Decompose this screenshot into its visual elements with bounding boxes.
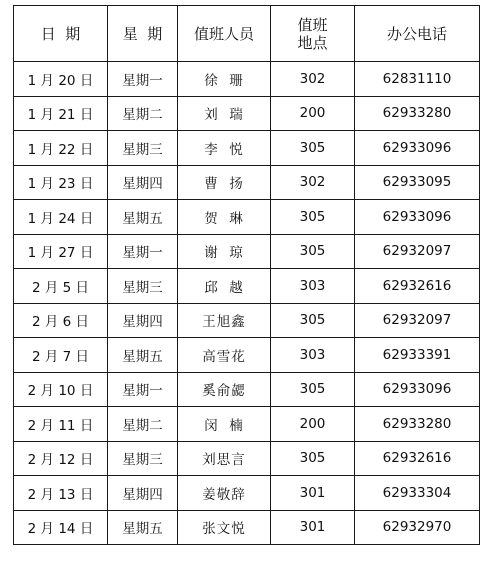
cell-date: 2 月 10 日 [14, 372, 108, 407]
table-row [14, 372, 480, 407]
table-row [14, 476, 480, 511]
cell-weekday: 星期四 [108, 303, 178, 338]
cell-place: 200 [271, 407, 355, 442]
cell-date: 2 月 11 日 [14, 407, 108, 442]
cell-weekday: 星期二 [108, 407, 178, 442]
cell-place: 301 [271, 510, 355, 545]
table-header-row [14, 6, 480, 62]
cell-phone: 62933304 [355, 476, 480, 511]
cell-person: 曹 扬 [178, 165, 271, 200]
cell-date: 1 月 23 日 [14, 165, 108, 200]
cell-place: 301 [271, 476, 355, 511]
table-row [14, 338, 480, 373]
cell-date: 1 月 24 日 [14, 200, 108, 235]
cell-person: 高雪花 [178, 338, 271, 373]
cell-date: 2 月 13 日 [14, 476, 108, 511]
cell-date: 2 月 12 日 [14, 441, 108, 476]
table-row [14, 62, 480, 97]
cell-weekday: 星期四 [108, 165, 178, 200]
duty-schedule-table [13, 5, 480, 545]
cell-weekday: 星期一 [108, 234, 178, 269]
cell-date: 1 月 27 日 [14, 234, 108, 269]
table-row [14, 96, 480, 131]
cell-place: 305 [271, 372, 355, 407]
cell-weekday: 星期一 [108, 62, 178, 97]
cell-weekday: 星期三 [108, 441, 178, 476]
cell-weekday: 星期三 [108, 131, 178, 166]
cell-weekday: 星期五 [108, 200, 178, 235]
cell-place: 305 [271, 131, 355, 166]
header-date: 日 期 [14, 6, 108, 62]
cell-date: 2 月 5 日 [14, 269, 108, 304]
table-row [14, 407, 480, 442]
cell-person: 李 悦 [178, 131, 271, 166]
cell-phone: 62932616 [355, 269, 480, 304]
cell-phone: 62933096 [355, 200, 480, 235]
table-row [14, 200, 480, 235]
cell-place: 305 [271, 200, 355, 235]
cell-place: 200 [271, 96, 355, 131]
cell-phone: 62933280 [355, 407, 480, 442]
header-weekday: 星 期 [108, 6, 178, 62]
cell-phone: 62933095 [355, 165, 480, 200]
table-row [14, 441, 480, 476]
cell-person: 刘思言 [178, 441, 271, 476]
cell-place: 302 [271, 62, 355, 97]
cell-person: 刘 瑞 [178, 96, 271, 131]
table-body [14, 62, 480, 545]
table-row [14, 269, 480, 304]
cell-person: 贺 琳 [178, 200, 271, 235]
cell-phone: 62932970 [355, 510, 480, 545]
header-place-line2: 地点 [297, 33, 328, 52]
cell-date: 2 月 7 日 [14, 338, 108, 373]
cell-date: 1 月 22 日 [14, 131, 108, 166]
cell-phone: 62932097 [355, 234, 480, 269]
cell-phone: 62932616 [355, 441, 480, 476]
table-row [14, 303, 480, 338]
cell-person: 谢 琼 [178, 234, 271, 269]
cell-date: 2 月 14 日 [14, 510, 108, 545]
table-row [14, 234, 480, 269]
cell-phone: 62933096 [355, 131, 480, 166]
cell-phone: 62933280 [355, 96, 480, 131]
cell-place: 305 [271, 234, 355, 269]
cell-phone: 62932097 [355, 303, 480, 338]
cell-weekday: 星期五 [108, 338, 178, 373]
cell-place: 305 [271, 441, 355, 476]
cell-date: 1 月 21 日 [14, 96, 108, 131]
cell-weekday: 星期五 [108, 510, 178, 545]
cell-place: 305 [271, 303, 355, 338]
cell-date: 2 月 6 日 [14, 303, 108, 338]
cell-weekday: 星期三 [108, 269, 178, 304]
cell-weekday: 星期一 [108, 372, 178, 407]
cell-place: 302 [271, 165, 355, 200]
table-row [14, 165, 480, 200]
table-row [14, 510, 480, 545]
cell-phone: 62933096 [355, 372, 480, 407]
header-place-line1: 值班 [297, 15, 328, 34]
cell-place: 303 [271, 338, 355, 373]
header-place [271, 6, 355, 62]
header-person: 值班人员 [178, 6, 271, 62]
cell-weekday: 星期四 [108, 476, 178, 511]
cell-person: 张文悦 [178, 510, 271, 545]
cell-place: 303 [271, 269, 355, 304]
cell-person: 闵 楠 [178, 407, 271, 442]
table-row [14, 131, 480, 166]
cell-person: 奚俞勰 [178, 372, 271, 407]
cell-date: 1 月 20 日 [14, 62, 108, 97]
cell-weekday: 星期二 [108, 96, 178, 131]
cell-person: 姜敬辞 [178, 476, 271, 511]
cell-person: 邱 越 [178, 269, 271, 304]
cell-person: 王旭鑫 [178, 303, 271, 338]
cell-phone: 62831110 [355, 62, 480, 97]
cell-person: 徐 珊 [178, 62, 271, 97]
cell-phone: 62933391 [355, 338, 480, 373]
header-phone: 办公电话 [355, 6, 480, 62]
